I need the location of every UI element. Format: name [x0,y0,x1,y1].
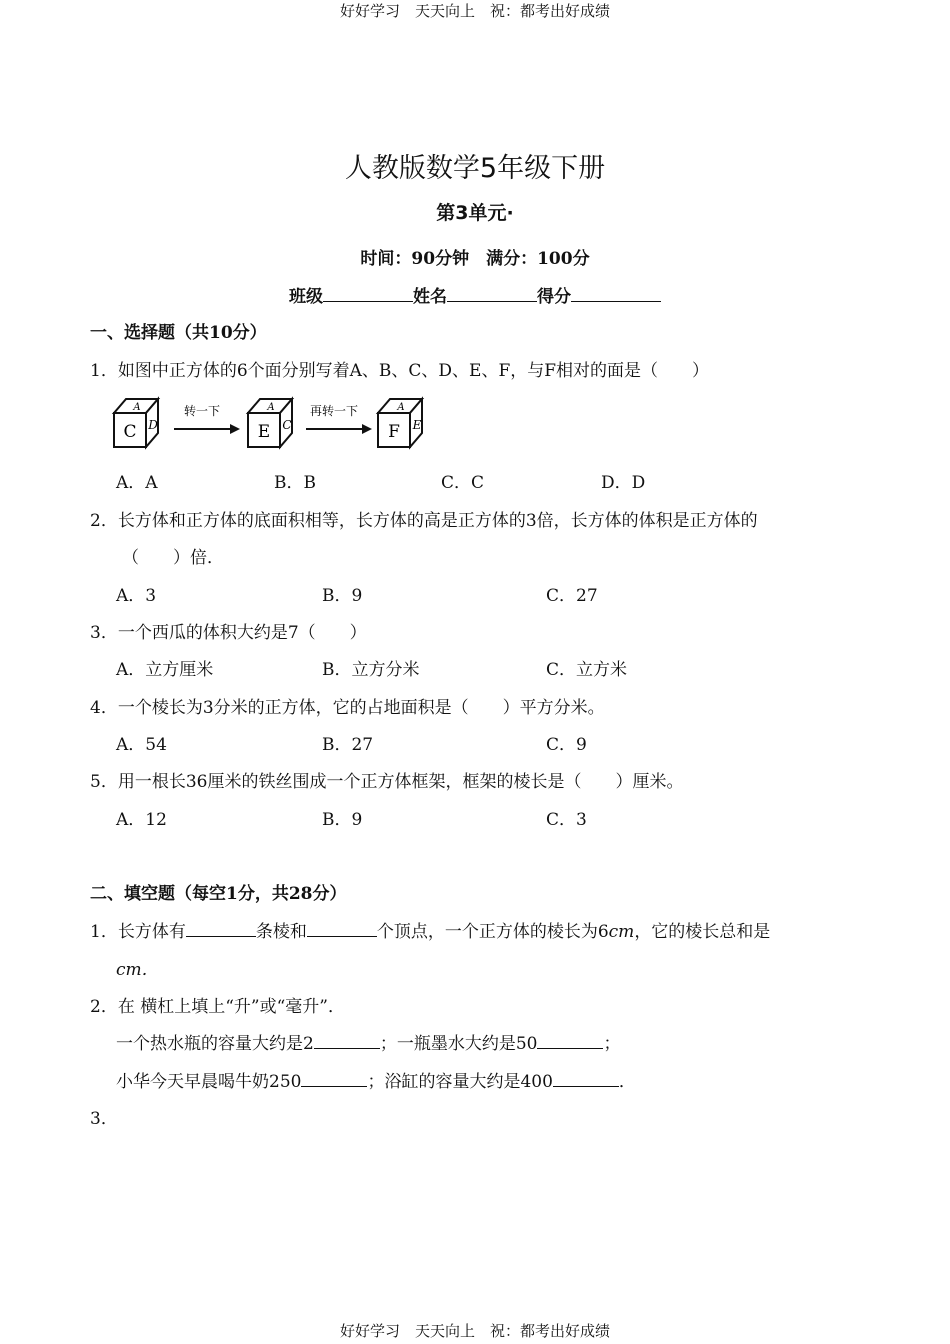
question-1-2-line2: （ ）倍． [122,548,224,568]
cube-2-side: C [282,418,292,432]
option-1-c[interactable]: C．C [441,473,485,493]
unit-subtitle: 第3单元· [436,202,514,224]
q2-2-text-a1: 一个热水瓶的容量大约是2 [116,1034,314,1054]
option-2-a[interactable]: A．3 [116,586,157,606]
question-1-5: 5．用一根长36厘米的铁丝围成一个正方体框架，框架的棱长是（ ）厘米。 [90,772,684,792]
q2-2-text-b1: 小华今天早晨喝牛奶250 [116,1072,302,1092]
cube-1-front: C [123,422,137,442]
q2-1-text-a: 1．长方体有 [90,922,186,942]
q2-2-blank-1[interactable] [314,1031,380,1049]
score-label: 得分 [537,287,571,307]
question-2-2-line-b [116,1067,636,1092]
section-heading-fill: 二、填空题（每空1分，共28分） [90,884,347,904]
cube-2-front: E [257,422,271,442]
option-4-a[interactable]: A．54 [116,735,167,755]
class-blank[interactable] [323,284,413,302]
question-2-1 [90,917,770,942]
question-1-1: 1．如图中正方体的6个面分别写着A、B、C、D、E、F，与F相对的面是（ ） [90,361,710,381]
option-5-b[interactable]: B．9 [322,810,363,830]
q2-1-unit: cm [608,922,635,942]
q2-1-text-c: 个顶点，一个正方体的棱长为6 [376,922,609,942]
cube-2-top: A [267,402,275,413]
option-2-b[interactable]: B．9 [322,586,363,606]
arrow-2 [306,403,372,434]
page-footer: 好好学习 天天向上 祝：都考出好成绩 [339,1322,610,1340]
q2-2-text-a3: ； [603,1034,621,1054]
cube-1-side: D [148,418,158,432]
arrow-2-label: 再转一下 [309,404,359,418]
cube-1-top: A [133,402,141,413]
q2-1-blank-vertices[interactable] [307,919,377,937]
cube-3-side: E [412,418,422,432]
q2-2-text-a2: ；一瓶墨水大约是50 [379,1034,538,1054]
q2-2-text-b2: ；浴缸的容量大约是400 [367,1072,553,1092]
q2-1-text-d: ，它的棱长总和是 [634,922,771,942]
question-1-3: 3．一个西瓜的体积大约是7（ ） [90,623,367,643]
question-2-2: 2．在 横杠上填上“升”或“毫升”． [90,997,345,1017]
question-1-2-line1: 2．长方体和正方体的底面积相等，长方体的高是正方体的3倍，长方体的体积是正方体的 [90,511,758,531]
student-fields [0,282,950,307]
option-1-d[interactable]: D．D [601,473,646,493]
score-blank[interactable] [571,284,661,302]
option-3-c[interactable]: C．立方米 [546,660,628,680]
arrow-1 [174,403,240,434]
cube-3-top: A [397,402,405,413]
option-3-b[interactable]: B．立方分米 [322,660,420,680]
q2-2-blank-2[interactable] [537,1031,603,1049]
question-2-2-line-a [116,1029,620,1054]
arrow-1-label: 转一下 [183,404,221,418]
question-1-4: 4．一个棱长为3分米的正方体，它的占地面积是（ ）平方分米。 [90,698,605,718]
cube-2 [248,399,292,447]
option-1-b[interactable]: B．B [274,473,316,493]
cube-rotation-figure [110,393,440,453]
cube-3 [378,399,422,447]
option-2-c[interactable]: C．27 [546,586,598,606]
page-title: 人教版数学5年级下册 [344,153,606,184]
q2-2-text-b3: ． [618,1072,636,1092]
name-blank[interactable] [447,284,537,302]
option-5-a[interactable]: A．12 [116,810,167,830]
name-label: 姓名 [413,287,447,307]
option-5-c[interactable]: C．3 [546,810,587,830]
section-heading-choice: 一、选择题（共10分） [90,323,267,343]
class-label: 班级 [289,287,323,307]
exam-info: 时间：90分钟 满分：100分 [360,249,590,269]
option-4-c[interactable]: C．9 [546,735,587,755]
option-4-b[interactable]: B．27 [322,735,374,755]
cube-3-front: F [388,422,400,442]
q2-2-blank-3[interactable] [301,1069,367,1087]
q2-1-blank-edges[interactable] [186,919,256,937]
q2-1-text-b: 条棱和 [255,922,307,942]
question-2-1-line2: cm． [116,960,159,980]
question-2-3: 3． [90,1109,118,1129]
option-1-a[interactable]: A．A [116,473,158,493]
q2-2-blank-4[interactable] [553,1069,619,1087]
page-header: 好好学习 天天向上 祝：都考出好成绩 [339,2,610,20]
cube-1 [114,399,158,447]
option-3-a[interactable]: A．立方厘米 [116,660,214,680]
